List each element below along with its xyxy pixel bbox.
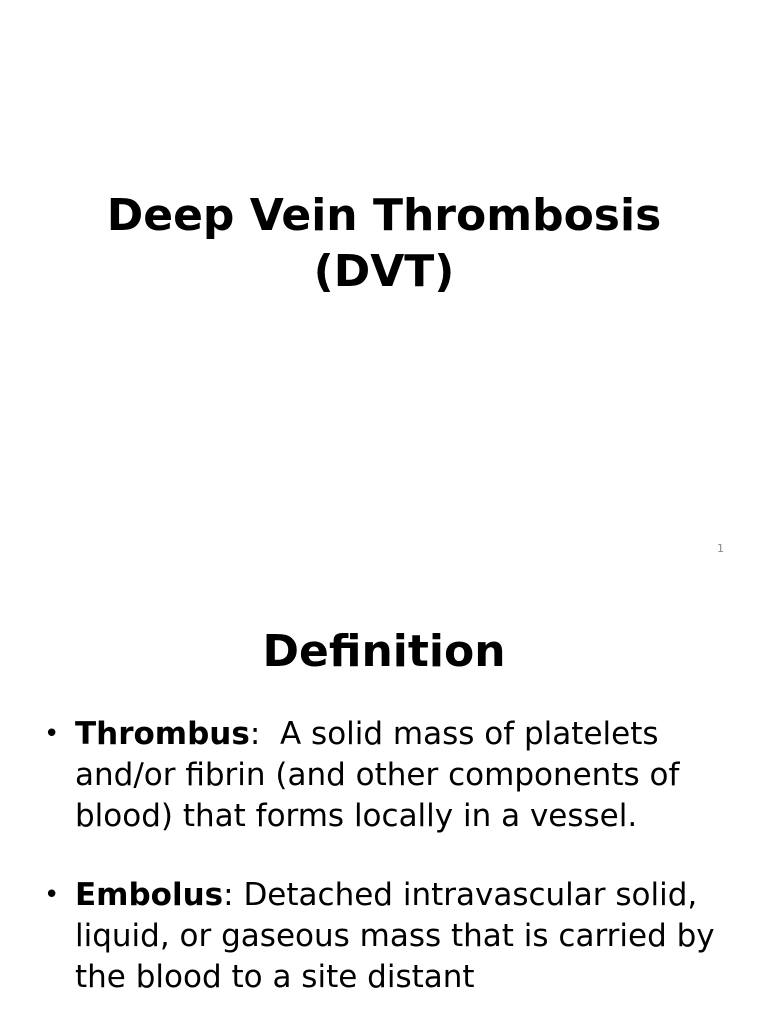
bullet-text: Detached intravascular solid, liquid, or gaseous mass that is carried by the blood to a site distant — [75, 877, 715, 995]
slide-number: 1 — [717, 542, 724, 555]
bullet-term: Embolus — [75, 877, 224, 913]
title-line-1: Deep Vein Thrombosis — [106, 190, 662, 241]
bullet-icon: • — [44, 880, 60, 910]
bullet-separator: : — [249, 716, 280, 752]
bullet-item-embolus — [0, 875, 768, 998]
bullet-list — [0, 714, 768, 1024]
bullet-separator: : — [223, 877, 244, 913]
slide-title — [0, 188, 768, 300]
bullet-text: A solid mass of platelets and/or fibrin (and other components of blood) that forms locally in a vessel. — [75, 716, 680, 834]
bullet-icon: • — [44, 719, 60, 749]
bullet-item-thrombus — [0, 714, 768, 837]
definition-slide — [0, 576, 768, 1024]
bullet-term: Thrombus — [75, 716, 250, 752]
definition-title: Definition — [262, 626, 506, 677]
title-line-2: (DVT) — [313, 246, 455, 297]
